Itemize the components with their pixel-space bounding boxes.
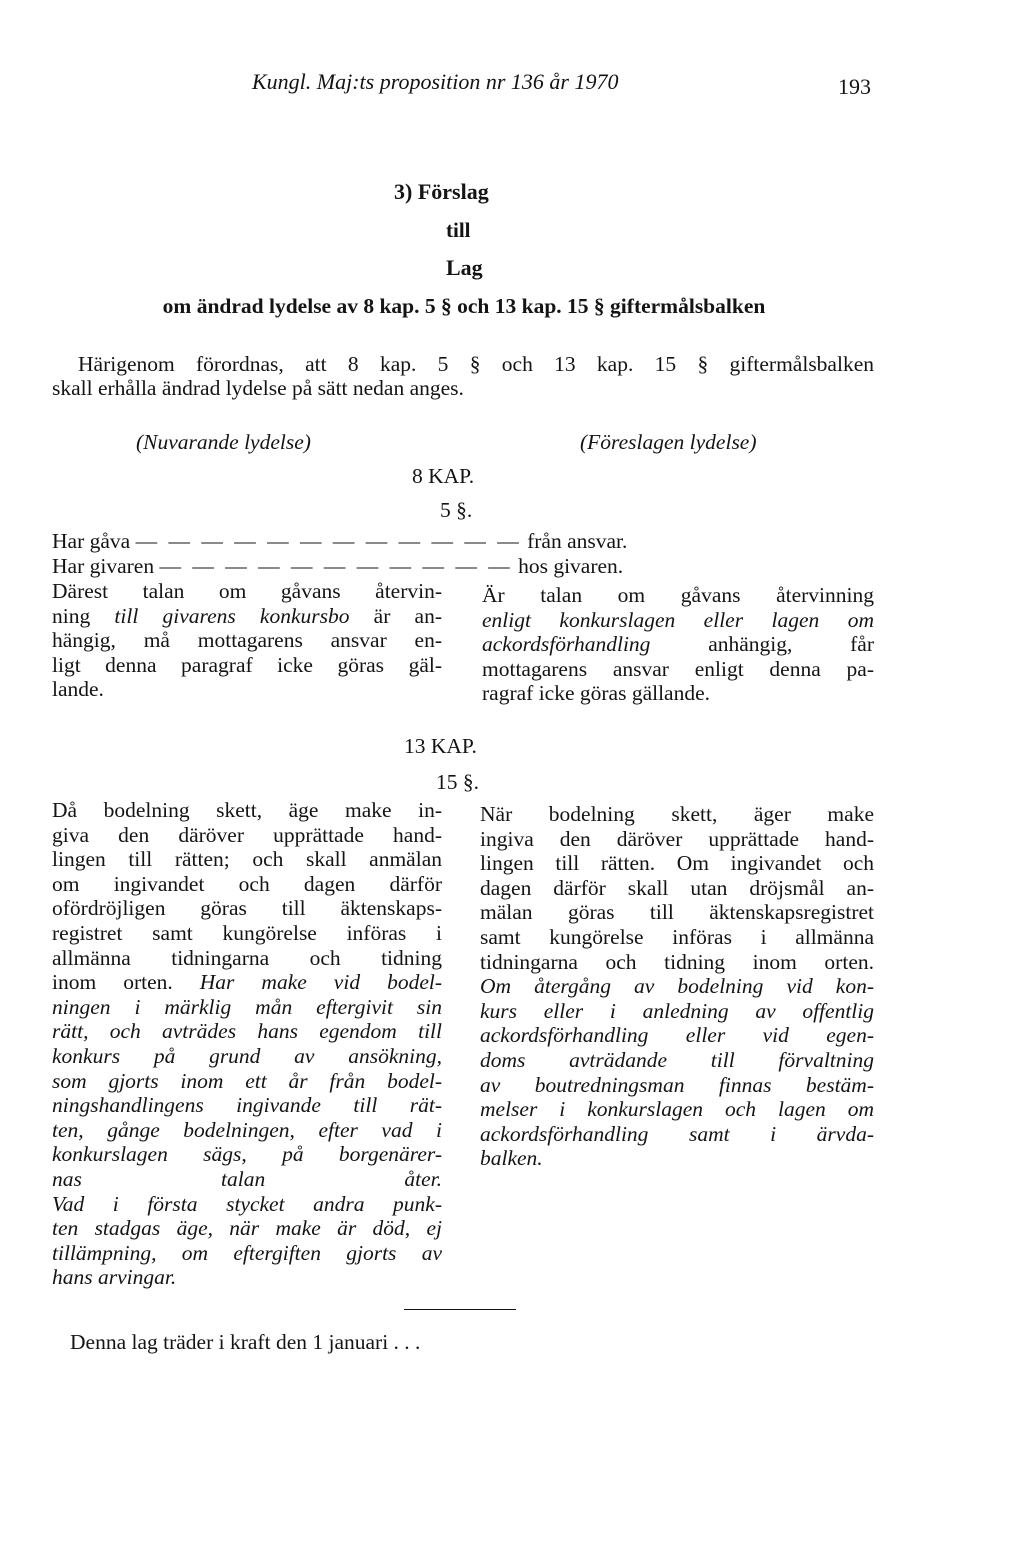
text-line	[480, 925, 874, 950]
text-line	[482, 608, 874, 633]
common-line-gava-start: Har gåva	[52, 529, 131, 553]
text-segment: ingiva den däröver upprättade hand-	[480, 826, 874, 851]
text-segment: Har make vid bodel-	[199, 970, 443, 995]
heading-forslag: 3) Förslag	[394, 179, 489, 204]
text-segment: konkurs på grund av ansökning,	[52, 1043, 442, 1068]
text-line	[52, 847, 442, 872]
text-segment: dagen därför skall utan dröjsmål an-	[480, 875, 874, 900]
text-line	[52, 1265, 442, 1290]
text-line	[52, 946, 442, 971]
right-column-heading: (Föreslagen lydelse)	[580, 430, 757, 454]
text-line	[480, 900, 874, 925]
text-line	[52, 1044, 442, 1069]
text-segment: ackordsförhandling eller vid egen-	[480, 1023, 874, 1048]
text-segment: Därest talan om gåvans återvin-	[52, 579, 442, 603]
text-line	[52, 921, 442, 946]
text-segment: Om återgång av bodelning vid kon-	[480, 974, 874, 999]
text-segment: ofördröjligen göras till äktenskaps-	[52, 896, 442, 921]
text-segment: ten stadgas äge, när make är död, ej	[52, 1216, 442, 1241]
text-line	[480, 1048, 874, 1073]
text-line	[480, 1073, 874, 1098]
text-segment: När bodelning skett, äger make	[480, 802, 874, 826]
text-segment: tillämpning, om eftergiften gjorts av	[52, 1240, 442, 1265]
text-line	[52, 823, 442, 848]
text-segment: balken.	[480, 1146, 543, 1171]
text-segment: anhängig, får	[650, 632, 874, 657]
kap8-right-text	[482, 583, 874, 706]
chapter-8-heading: 8 KAP.	[412, 464, 475, 488]
text-segment: kurs eller i anledning av offentlig	[480, 998, 874, 1023]
text-line	[482, 583, 874, 608]
heading-law-title: om ändrad lydelse av 8 kap. 5 § och 13 kap. 15 § giftermålsbalken	[162, 294, 766, 318]
kap13-right-text	[480, 802, 874, 1171]
text-segment: enligt konkurslagen eller lagen om	[482, 607, 874, 632]
text-line	[482, 632, 874, 657]
dash-leader: — — — — — — — — — — — —	[135, 529, 522, 553]
text-line	[52, 896, 442, 921]
section-5-heading: 5 §.	[440, 498, 473, 522]
common-line-gava-end: från ansvar.	[527, 529, 628, 553]
text-line	[52, 970, 442, 995]
left-column-heading: (Nuvarande lydelse)	[136, 430, 311, 454]
intro-line-1: Härigenom förordnas, att 8 kap. 5 § och 13 kap. 15 § giftermålsbalken	[78, 352, 874, 376]
text-segment: giva den däröver upprättade hand-	[52, 822, 442, 847]
text-line	[480, 1146, 874, 1171]
text-line	[480, 1023, 874, 1048]
text-line	[52, 1118, 442, 1143]
text-line	[52, 1019, 442, 1044]
text-line	[52, 628, 442, 653]
text-line	[52, 1167, 442, 1192]
common-line-givaren-start: Har givaren	[52, 554, 155, 578]
running-title: Kungl. Maj:ts proposition nr 136 år 1970	[252, 69, 619, 94]
text-segment: ten, gånge bodelningen, efter vad i	[52, 1117, 442, 1142]
text-line	[480, 974, 874, 999]
text-segment: ackordsförhandling samt i ärvda-	[480, 1121, 874, 1146]
text-line	[482, 657, 874, 682]
text-segment: ligt denna paragraf icke göras gäl-	[52, 652, 442, 677]
effective-date-note: Denna lag träder i kraft den 1 januari . . .	[70, 1330, 421, 1354]
text-segment: hans arvingar.	[52, 1265, 177, 1290]
text-segment: mälan göras till äktenskapsregistret	[480, 900, 874, 925]
text-line	[52, 677, 442, 702]
text-segment: ragraf icke göras gällande.	[482, 681, 711, 706]
text-segment: som gjorts inom ett år från bodel-	[52, 1068, 442, 1093]
text-line	[480, 827, 874, 852]
dash-leader: — — — — — — — — — — —	[159, 554, 513, 578]
common-line-givaren	[52, 554, 623, 579]
text-line	[52, 995, 442, 1020]
text-line	[52, 1216, 442, 1241]
text-segment: hängig, må mottagarens ansvar en-	[52, 628, 442, 653]
text-line	[480, 950, 874, 975]
intro-line-2: skall erhålla ändrad lydelse på sätt nedan anges.	[52, 376, 464, 400]
text-segment: av boutredningsman finnas bestäm-	[480, 1072, 874, 1097]
text-line	[480, 876, 874, 901]
text-line	[480, 802, 874, 827]
text-segment: lingen till rätten; och skall anmälan	[52, 847, 442, 872]
text-line	[52, 1192, 442, 1217]
text-line	[480, 999, 874, 1024]
common-line-givaren-end: hos givaren.	[518, 554, 624, 578]
kap8-left-text	[52, 579, 442, 702]
text-segment: ning	[52, 603, 115, 628]
text-segment: nas talan åter.	[52, 1166, 442, 1191]
text-segment: Då bodelning skett, äge make in-	[52, 798, 442, 822]
text-line	[52, 1069, 442, 1094]
text-segment: Vad i första stycket andra punk-	[52, 1191, 442, 1216]
chapter-13-heading: 13 KAP.	[404, 734, 477, 758]
text-segment: melser i konkurslagen och lagen om	[480, 1097, 874, 1122]
text-segment: allmänna tidningarna och tidning	[52, 945, 442, 970]
common-line-gava	[52, 529, 627, 554]
text-segment: ackordsförhandling	[482, 632, 651, 657]
text-line	[52, 872, 442, 897]
text-segment: inom orten.	[52, 970, 200, 995]
text-line	[480, 1122, 874, 1147]
separator-rule	[404, 1309, 516, 1310]
text-line	[480, 851, 874, 876]
text-line	[52, 579, 442, 604]
text-segment: mottagarens ansvar enligt denna pa-	[482, 656, 874, 681]
text-segment: doms avträdande till förvaltning	[480, 1047, 874, 1072]
text-line	[480, 1097, 874, 1122]
text-segment: konkurslagen sägs, på borgenärer-	[52, 1142, 442, 1167]
kap13-left-text	[52, 798, 442, 1290]
heading-till: till	[446, 218, 471, 242]
text-line	[52, 604, 442, 629]
text-segment: ningshandlingens ingivande till rät-	[52, 1093, 442, 1118]
text-segment: tidningarna och tidning inom orten.	[480, 949, 874, 974]
text-segment: Är talan om gåvans återvinning	[482, 583, 874, 607]
text-segment: om ingivandet och dagen därför	[52, 871, 442, 896]
text-segment: till givarens konkursbo	[114, 603, 350, 628]
heading-lag: Lag	[446, 255, 483, 280]
text-segment: registret samt kungörelse införas i	[52, 920, 442, 945]
text-line	[52, 1093, 442, 1118]
text-segment: lande.	[52, 677, 104, 702]
text-line	[482, 681, 874, 706]
text-line	[52, 1241, 442, 1266]
text-segment: samt kungörelse införas i allmänna	[480, 924, 874, 949]
text-line	[52, 1142, 442, 1167]
text-segment: lingen till rätten. Om ingivandet och	[480, 851, 874, 876]
section-15-heading: 15 §.	[436, 770, 479, 794]
text-line	[52, 653, 442, 678]
text-segment: ningen i märklig mån eftergivit sin	[52, 994, 442, 1019]
page-number: 193	[838, 74, 871, 99]
text-segment: är an-	[349, 603, 442, 628]
text-line	[52, 798, 442, 823]
text-segment: rätt, och avträdes hans egendom till	[52, 1019, 442, 1044]
